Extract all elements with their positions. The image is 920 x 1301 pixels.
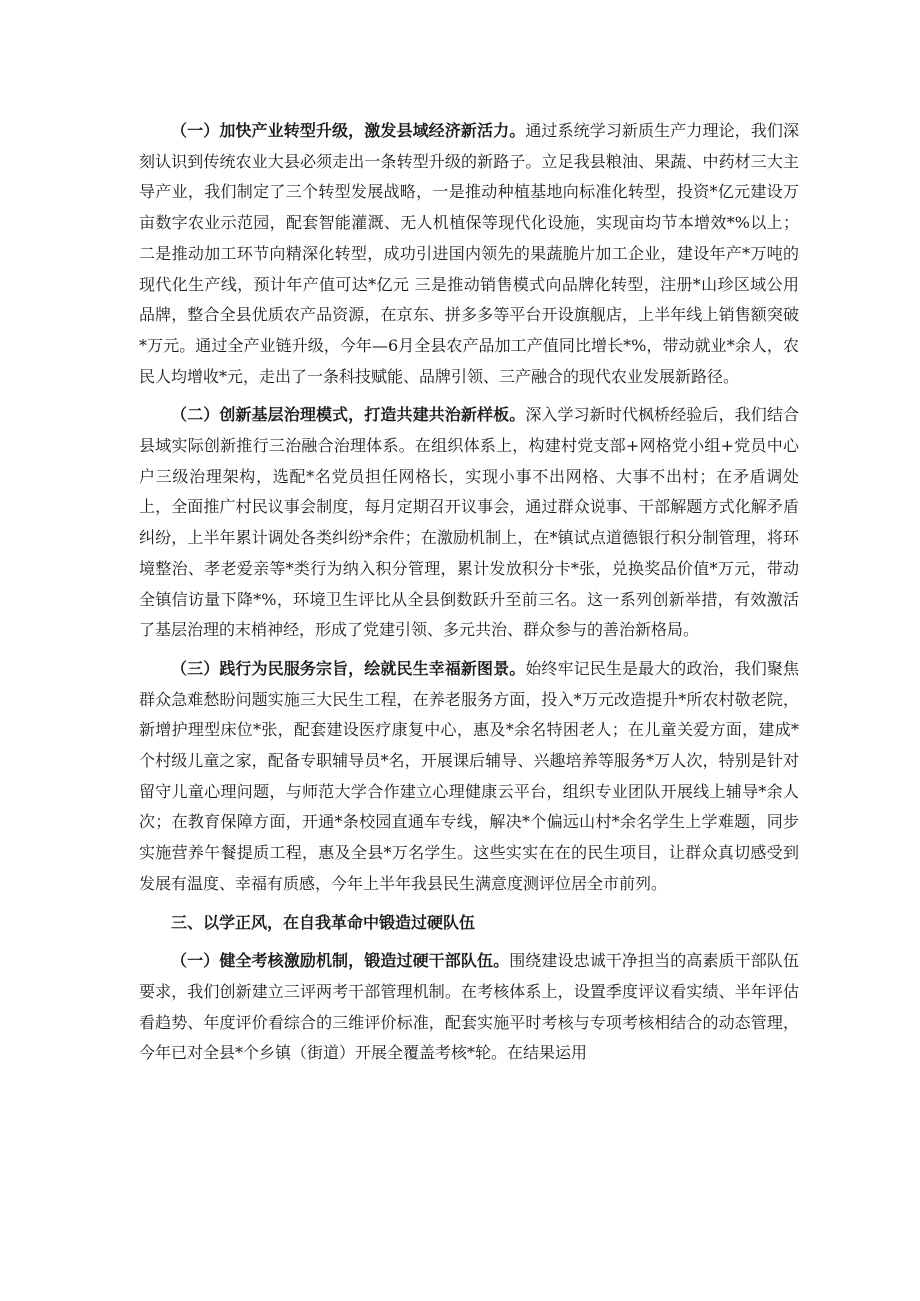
paragraph-livelihood [139, 654, 799, 900]
paragraph-lead: （一）健全考核激励机制，锻造过硬干部队伍。 [171, 951, 510, 971]
paragraph-lead: （一）加快产业转型升级，激发县域经济新活力。 [171, 121, 526, 140]
paragraph-body: 深入学习新时代枫桥经验后，我们结合县域实际创新推行三治融合治理体系。在组织体系上，构建村党支部+网格党小组+党员中心户三级治理架构，选配*名党员担任网格长，实现小事不出网格、大事不出村；在矛盾调处上，全面推广村民议事会制度，每月定期召开议事会，通过群众说事、干部解题方式化解矛盾纠纷，上半年累计调处各类纠纷*余件；在激励机制上，在*镇试点道德银行积分制管理，将环境整治、孝老爱亲等*类行为纳入积分管理，累计发放积分卡*张，兑换奖品价值*万元，带动全镇信访量下降*%，环境卫生评比从全县倒数跃升至前三名。这一系列创新举措，有效激活了基层治理的末梢神经，形成了党建引领、多元共治、群众参与的善治新格局。 [139, 405, 799, 640]
paragraph-industry-upgrade [139, 116, 799, 392]
paragraph-lead: （二）创新基层治理模式，打造共建共治新样板。 [171, 405, 526, 425]
paragraph-body: 通过系统学习新质生产力理论，我们深刻认识到传统农业大县必须走出一条转型升级的新路子。立足我县粮油、果蔬、中药材三大主导产业，我们制定了三个转型发展战略，一是推动种植基地向标准化转型，投资*亿元建设万亩数字农业示范园，配套智能灌溉、无人机植保等现代化设施，实现亩均节本增效*%以上；二是推动加工环节向精深化转型，成功引进国内领先的果蔬脆片加工企业，建设年产*万吨的现代化生产线，预计年产值可达*亿元 三是推动销售模式向品牌化转型，注册*山珍区域公用品牌，整合全县优质农产品资源，在京东、拼多多等平台开设旗舰店，上半年线上销售额突破*万元。通过全产业链升级，今年—6月全县农产品加工产值同比增长*%，带动就业*余人，农民人均增收*元，走出了一条科技赋能、品牌引领、三产融合的现代农业发展新路径。 [139, 121, 799, 386]
paragraph-lead: （三）践行为民服务宗旨，绘就民生幸福新图景。 [171, 658, 526, 678]
paragraph-body: 围绕建设忠诚干净担当的高素质干部队伍要求，我们创新建立三评两考干部管理机制。在考核体系上，设置季度评议看实绩、半年评估看趋势、年度评价看综合的三维评价标准，配套实施平时考核与专项考核相结合的动态管理，今年已对全县*个乡镇（街道）开展全覆盖考核*轮。在结果运用 [139, 951, 799, 1063]
paragraph-body: 始终牢记民生是最大的政治，我们聚焦群众急难愁盼问题实施三大民生工程，在养老服务方面，投入*万元改造提升*所农村敬老院，新增护理型床位*张，配套建设医疗康复中心，惠及*余名特困老人；在儿童关爱方面，建成*个村级儿童之家，配备专职辅导员*名，开展课后辅导、兴趣培养等服务*万人次，特别是针对留守儿童心理问题，与师范大学合作建立心理健康云平台，组织专业团队开展线上辅导*余人次；在教育保障方面，开通*条校园直通车专线，解决*个偏远山村*余名学生上学难题，同步实施营养午餐提质工程，惠及全县*万名学生。这些实实在在的民生项目，让群众真切感受到发展有温度、幸福有质感，今年上半年我县民生满意度测评位居全市前列。 [139, 658, 799, 893]
section-heading: 三、以学正风，在自我革命中锻造过硬队伍 [171, 912, 476, 932]
document-page [139, 116, 799, 1077]
paragraph-cadre-assessment [139, 946, 799, 1069]
paragraph-grassroots-governance [139, 400, 799, 646]
